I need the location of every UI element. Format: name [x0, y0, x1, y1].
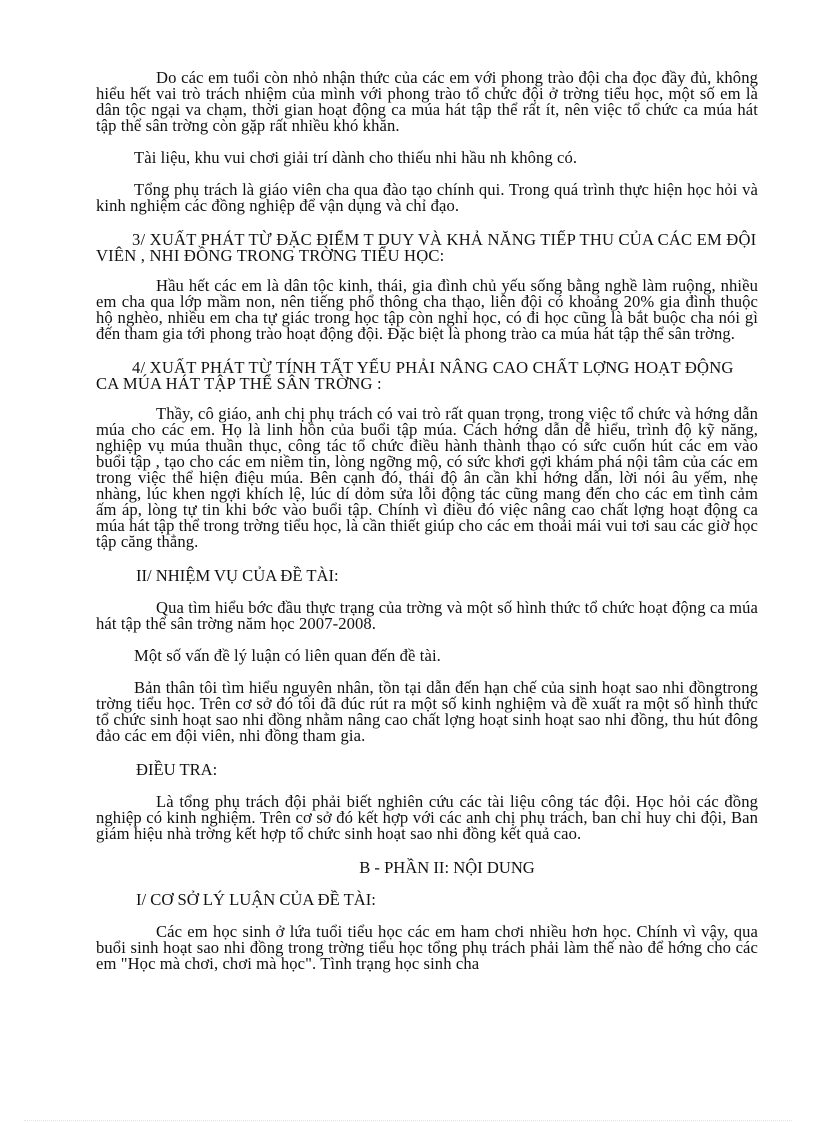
- heading-part-2: B - PHẦN II: NỘI DUNG: [359, 858, 535, 877]
- page-bottom-rule: [24, 1120, 792, 1121]
- heading-section-3: 3/ XUẤT PHÁT TỪ ĐẶC ĐIỂM T DUY VÀ KHẢ NĂNG TIẾP THU CỦA CÁC EM ĐỘI VIÊN , NHI ĐỒNG TRONG TRỜNG TIỂU HỌC:: [96, 230, 757, 265]
- heading-investigation: ĐIỀU TRA:: [136, 760, 218, 779]
- document-page: [96, 70, 758, 972]
- paragraph-survey: Qua tìm hiểu bớc đầu thực trạng của trờng và một số hình thức tổ chức hoạt động ca múa hát tập thể sân trờng năm học 2007-2008.: [96, 598, 758, 633]
- paragraph-causes: Bản thân tôi tìm hiểu nguyên nhân, tồn tại dẫn đến hạn chế của sinh hoạt sao nhi đồngtrong trờng tiểu học. Trên cơ sở đó tôi đã đúc rút ra một số kinh nghiệm và đề xuất ra một số hình thức tổ chức sinh hoạt sao nhi đồng nhằm nâng cao chất lợng hoạt sinh hoạt sao nhi đồng, thu hút đông đảo các em đội viên, nhi đồng tham gia.: [96, 678, 758, 745]
- paragraph-materials: Tài liệu, khu vui chơi giải trí dành cho thiếu nhi hầu nh không có.: [134, 148, 578, 167]
- heading-section-4: 4/ XUẤT PHÁT TỪ TÍNH TẤT YẾU PHẢI NÂNG CAO CHẤT LỢNG HOẠT ĐỘNG CA MÚA HÁT TẬP THỂ SÂN TRỜNG :: [96, 358, 734, 393]
- paragraph-theory: Một số vấn đề lý luận có liên quan đến đề tài.: [134, 646, 441, 665]
- paragraph-play-learn: Các em học sinh ở lứa tuổi tiểu học các em ham chơi nhiều hơn học. Chính vì vậy, qua buổi sinh hoạt sao nhi đồng trong trờng tiểu học tổng phụ trách phải làm thế nào để hớng cho các em "Học mà chơi, chơi mà học". Tình trạng học sinh cha: [96, 922, 758, 973]
- paragraph-teacher: Tổng phụ trách là giáo viên cha qua đào tạo chính qui. Trong quá trình thực hiện học hỏi và kinh nghiệm các đồng nghiệp để vận dụng và chỉ đạo.: [96, 180, 758, 215]
- paragraph-teacher-role: Thầy, cô giáo, anh chị phụ trách có vai trò rất quan trọng, trong việc tổ chức và hớng dẫn múa cho các em. Họ là linh hồn của buổi tập múa. Cách hớng dẫn dễ hiểu, trình độ kỹ năng, nghiệp vụ múa thuần thục, công tác tổ chức điều hành thành thạo có sức cuốn hút các em vào buổi tập , tạo cho các em niềm tin, lòng ngỡng mộ, có sức khơi gợi khám phá nội tâm của các em trong việc thể hiện điệu múa. Bên cạnh đó, thái độ ân cần khi hớng dẫn, lời nói âu yếm, nhẹ nhàng, lúc khen ngợi khích lệ, lúc dí dỏm sửa lỗi động tác cũng mang đến cho các em tình cảm ấm áp, lòng tự tin khi bớc vào buổi tập. Chính vì điều đó việc nâng cao chất lợng hoạt động ca múa hát tập thể trong trờng tiểu học, là cần thiết giúp cho các em thoải mái vui tơi sau các giờ học tập căng thẳng.: [96, 404, 758, 551]
- heading-tasks: II/ NHIỆM VỤ CỦA ĐỀ TÀI:: [136, 566, 339, 585]
- paragraph-students-background: Hầu hết các em là dân tộc kinh, thái, gia đình chủ yếu sống bằng nghề làm ruộng, nhiều em cha qua lớp mầm non, nên tiếng phổ thông cha thạo, liên đội có khoảng 20% gia đình thuộc hộ nghèo, nhiều em cha tự giác trong học tập còn nghỉ học, có đi học cũng là bắt buộc cha nói gì đến tham gia tới phong trào hoạt động đội. Đặc biệt là phong trào ca múa hát tập thể sân trờng.: [96, 276, 758, 343]
- paragraph-investigation: Là tổng phụ trách đội phải biết nghiên cứu các tài liệu công tác đội. Học hỏi các đồng nghiệp có kinh nghiệm. Trên cơ sở đó kết hợp với các anh chị phụ trách, ban chỉ huy chi đội, Ban giám hiệu nhà trờng kết hợp tổ chức sinh hoạt sao nhi đồng kết quả cao.: [96, 792, 758, 843]
- heading-theoretical-basis: I/ CƠ SỞ LÝ LUẬN CỦA ĐỀ TÀI:: [136, 890, 376, 909]
- paragraph-awareness: Do các em tuổi còn nhỏ nhận thức của các em với phong trào đội cha đọc đầy đủ, không hiểu hết vai trò trách nhiệm của mình với phong trào tổ chức đội ở trờng tiểu học, một số em là dân tộc ngại va chạm, thời gian hoạt động ca múa hát tập thể rất ít, nên việc tổ chức ca múa hát tập thể sân trờng còn gặp rất nhiều khó khăn.: [96, 68, 758, 135]
